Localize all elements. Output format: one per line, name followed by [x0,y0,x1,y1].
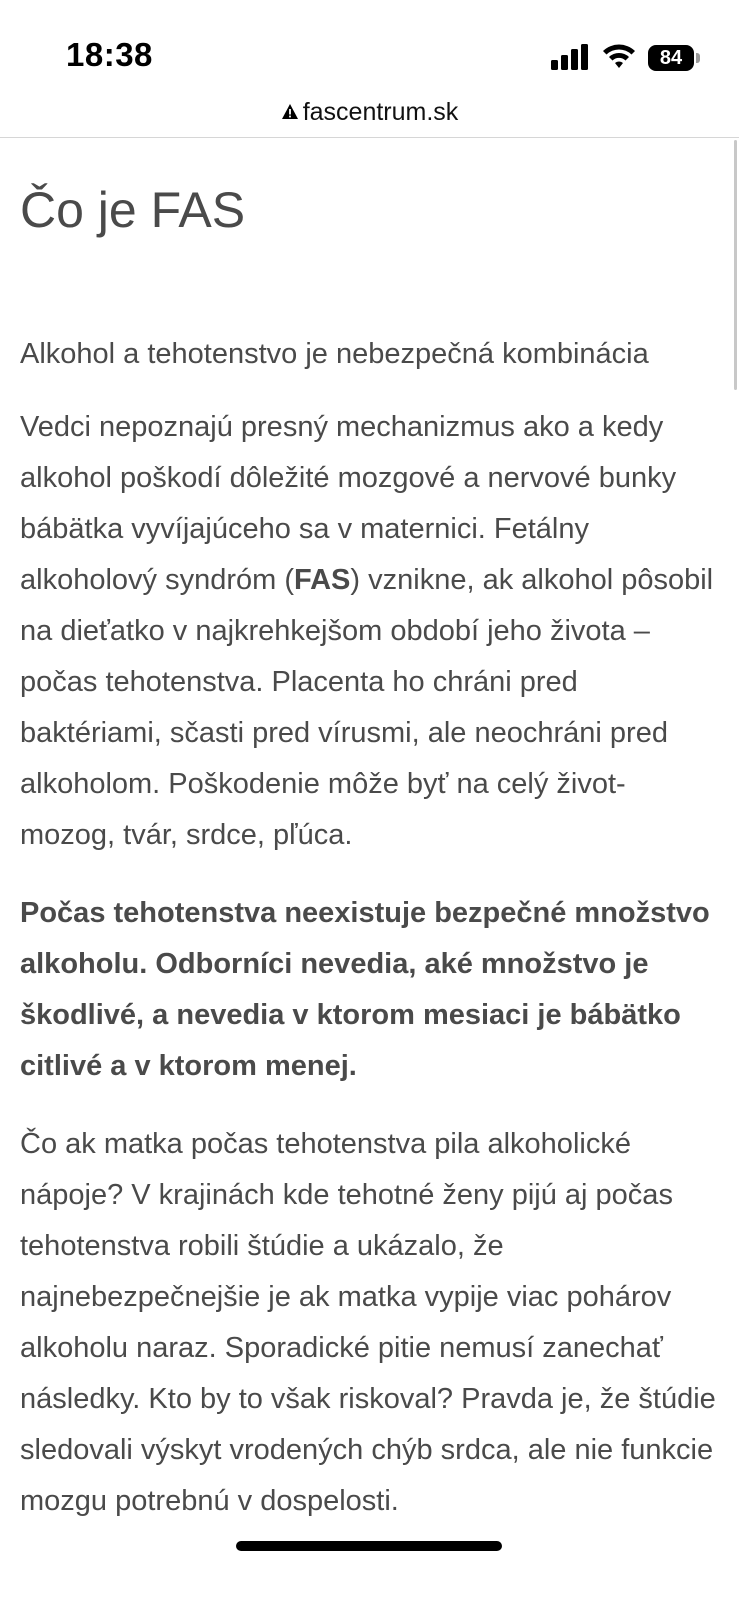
battery-level: 84 [648,45,694,71]
paragraph-text: Vedci nepoznajú presný mechanizmus ako a kedy alkohol poškodí dôležité mozgové a nervové bunky bábätka vyvíjajúceho sa v maternici. Fetálny alkoholový syndróm ( [20,411,677,596]
signal-icon [551,44,591,70]
address-bar[interactable] [0,92,739,136]
home-indicator[interactable] [236,1541,502,1551]
article-paragraph-2-emphasis: Počas tehotenstva neexistuje bezpečné množstvo alkoholu. Odborníci nevedia, aké množstvo je škodlivé, a nevedia v ktorom mesiaci je bábätko citlivé a v ktorom menej. [20,897,710,1082]
article-lead: Alkohol a tehotenstvo je nebezpečná kombinácia [20,338,649,370]
battery-cap [696,53,700,63]
battery-icon [648,45,700,71]
page-title: Čo je FAS [20,182,246,238]
paragraph-text: ) vznikne, ak alkohol pôsobil na dieťatko v najkrehkejšom období jeho života – počas tehotenstva. Placenta ho chráni pred baktériami, sčasti pred vírusmi, ale neochráni pred alkoholom. Poškodenie môže byť na celý život- mozog, tvár, srdce, pľúca. [20,564,714,851]
warning-icon [281,103,299,121]
fas-abbreviation: FAS [294,564,351,596]
article-paragraph-3: Čo ak matka počas tehotenstva pila alkoholické nápoje? V krajinách kde tehotné ženy pijú aj počas tehotenstva robili štúdie a ukázalo, že najnebezpečnejšie je ak matka vypije viac pohárov alkoholu naraz. Sporadické pitie nemusí zanechať následky. Kto by to však riskoval? Pravda je, že štúdie sledovali výskyt vrodených chýb srdca, ale nie funkcie mozgu potrebnú v dospelosti. [20,1128,716,1517]
toolbar-divider [0,137,739,138]
wifi-icon [601,42,637,70]
scrollbar[interactable] [734,140,737,390]
article-paragraph-1 [20,402,720,861]
url-text: fascentrum.sk [302,98,459,126]
article [20,178,720,1554]
status-bar [0,0,739,95]
clock: 18:38 [66,36,153,73]
